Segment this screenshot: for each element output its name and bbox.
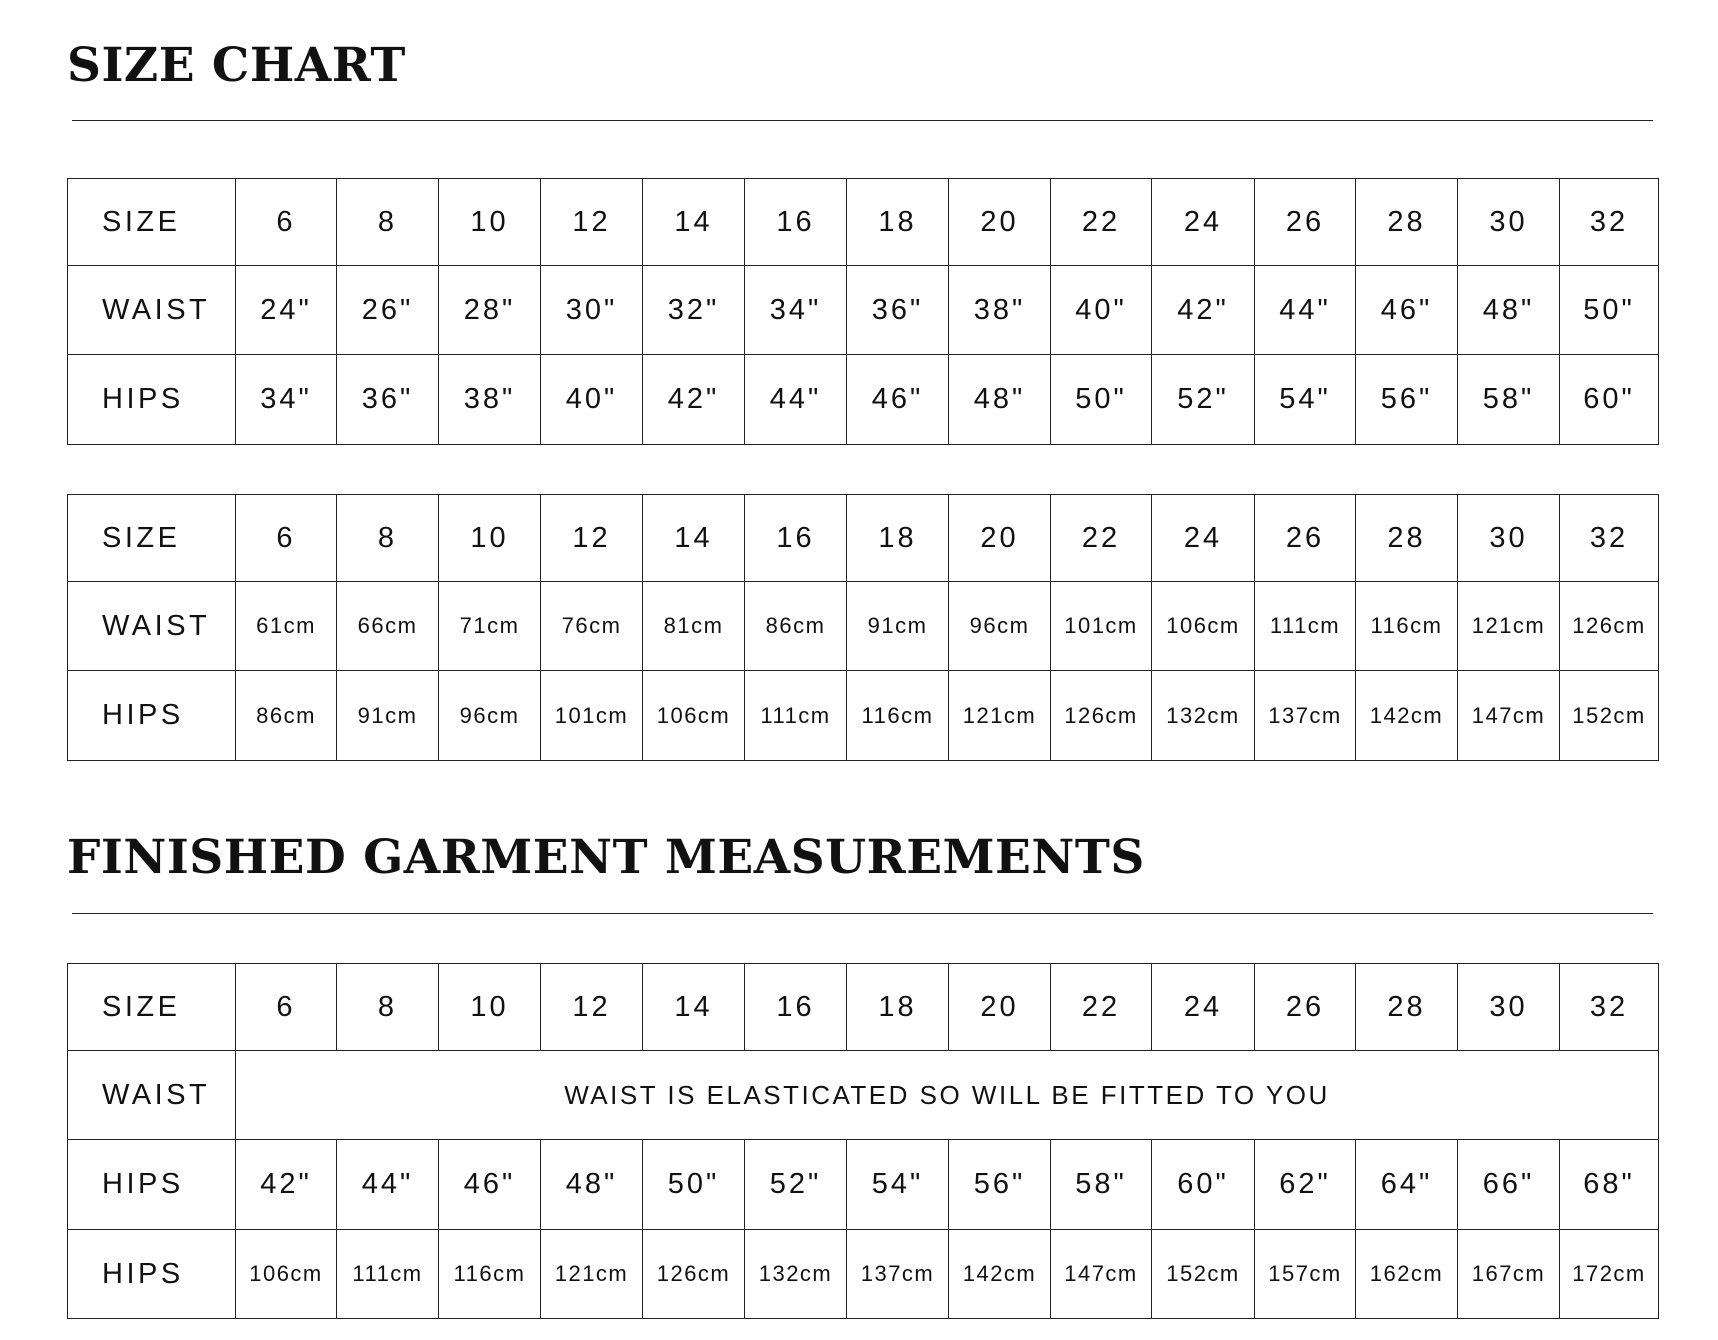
hips-label: HIPS	[68, 1230, 236, 1319]
value-cell: 116cm	[439, 1230, 541, 1319]
value-cell: 16	[745, 179, 847, 266]
value-cell: 36"	[847, 266, 949, 355]
value-cell: 28	[1356, 495, 1458, 582]
hips-cm-row	[68, 1230, 1659, 1319]
value-cell: 58"	[1051, 1140, 1152, 1230]
waist-label: WAIST	[68, 1051, 236, 1140]
value-cell: 42"	[236, 1140, 337, 1230]
value-cell: 101cm	[541, 671, 643, 761]
value-cell: 44"	[1255, 266, 1356, 355]
value-cell: 68"	[1560, 1140, 1659, 1230]
value-cell: 44"	[337, 1140, 439, 1230]
waist-row	[68, 582, 1659, 671]
value-cell: 6	[236, 179, 337, 266]
value-cell: 38"	[949, 266, 1051, 355]
hips-label: HIPS	[68, 355, 236, 445]
value-cell: 76cm	[541, 582, 643, 671]
value-cell: 40"	[1051, 266, 1152, 355]
value-cell: 167cm	[1458, 1230, 1560, 1319]
value-cell: 28	[1356, 964, 1458, 1051]
value-cell: 172cm	[1560, 1230, 1659, 1319]
value-cell: 54"	[1255, 355, 1356, 445]
value-cell: 20	[949, 964, 1051, 1051]
value-cell: 42"	[643, 355, 745, 445]
value-cell: 116cm	[1356, 582, 1458, 671]
finished-garment-table	[67, 963, 1659, 1319]
value-cell: 116cm	[847, 671, 949, 761]
waist-row	[68, 1051, 1659, 1140]
value-cell: 86cm	[236, 671, 337, 761]
value-cell: 24"	[236, 266, 337, 355]
value-cell: 22	[1051, 179, 1152, 266]
value-cell: 46"	[847, 355, 949, 445]
value-cell: 71cm	[439, 582, 541, 671]
size-chart-title: SIZE CHART	[67, 38, 406, 93]
value-cell: 132cm	[745, 1230, 847, 1319]
value-cell: 121cm	[1458, 582, 1560, 671]
value-cell: 12	[541, 964, 643, 1051]
value-cell: 14	[643, 964, 745, 1051]
value-cell: 20	[949, 179, 1051, 266]
size-row	[68, 495, 1659, 582]
size-label: SIZE	[68, 964, 236, 1051]
title-divider	[72, 120, 1653, 121]
value-cell: 147cm	[1458, 671, 1560, 761]
value-cell: 48"	[949, 355, 1051, 445]
value-cell: 32	[1560, 495, 1659, 582]
value-cell: 6	[236, 495, 337, 582]
value-cell: 56"	[1356, 355, 1458, 445]
value-cell: 61cm	[236, 582, 337, 671]
value-cell: 60"	[1152, 1140, 1255, 1230]
value-cell: 121cm	[541, 1230, 643, 1319]
value-cell: 142cm	[1356, 671, 1458, 761]
value-cell: 52"	[1152, 355, 1255, 445]
value-cell: 10	[439, 495, 541, 582]
hips-label: HIPS	[68, 1140, 236, 1230]
value-cell: 137cm	[1255, 671, 1356, 761]
value-cell: 157cm	[1255, 1230, 1356, 1319]
value-cell: 26	[1255, 495, 1356, 582]
value-cell: 111cm	[1255, 582, 1356, 671]
value-cell: 18	[847, 495, 949, 582]
value-cell: 126cm	[1560, 582, 1659, 671]
hips-row	[68, 355, 1659, 445]
value-cell: 46"	[1356, 266, 1458, 355]
value-cell: 62"	[1255, 1140, 1356, 1230]
value-cell: 14	[643, 495, 745, 582]
value-cell: 147cm	[1051, 1230, 1152, 1319]
value-cell: 96cm	[439, 671, 541, 761]
title-divider	[72, 913, 1653, 914]
size-row	[68, 179, 1659, 266]
value-cell: 38"	[439, 355, 541, 445]
value-cell: 81cm	[643, 582, 745, 671]
value-cell: 91cm	[847, 582, 949, 671]
size-chart-cm-table	[67, 494, 1659, 761]
value-cell: 22	[1051, 495, 1152, 582]
value-cell: 46"	[439, 1140, 541, 1230]
value-cell: 54"	[847, 1140, 949, 1230]
value-cell: 152cm	[1560, 671, 1659, 761]
value-cell: 152cm	[1152, 1230, 1255, 1319]
value-cell: 12	[541, 179, 643, 266]
size-label: SIZE	[68, 495, 236, 582]
waist-note: WAIST IS ELASTICATED SO WILL BE FITTED TO YOU	[236, 1051, 1659, 1140]
value-cell: 12	[541, 495, 643, 582]
value-cell: 28"	[439, 266, 541, 355]
value-cell: 137cm	[847, 1230, 949, 1319]
value-cell: 91cm	[337, 671, 439, 761]
value-cell: 34"	[236, 355, 337, 445]
size-chart-inches-table	[67, 178, 1659, 445]
value-cell: 26	[1255, 964, 1356, 1051]
value-cell: 6	[236, 964, 337, 1051]
hips-label: HIPS	[68, 671, 236, 761]
value-cell: 106cm	[1152, 582, 1255, 671]
value-cell: 26"	[337, 266, 439, 355]
value-cell: 162cm	[1356, 1230, 1458, 1319]
value-cell: 86cm	[745, 582, 847, 671]
value-cell: 34"	[745, 266, 847, 355]
value-cell: 50"	[1560, 266, 1659, 355]
value-cell: 36"	[337, 355, 439, 445]
waist-label: WAIST	[68, 582, 236, 671]
value-cell: 52"	[745, 1140, 847, 1230]
value-cell: 22	[1051, 964, 1152, 1051]
value-cell: 16	[745, 495, 847, 582]
value-cell: 121cm	[949, 671, 1051, 761]
value-cell: 101cm	[1051, 582, 1152, 671]
value-cell: 48"	[541, 1140, 643, 1230]
value-cell: 30	[1458, 179, 1560, 266]
size-row	[68, 964, 1659, 1051]
value-cell: 56"	[949, 1140, 1051, 1230]
finished-garment-title: FINISHED GARMENT MEASUREMENTS	[67, 830, 1145, 885]
value-cell: 14	[643, 179, 745, 266]
value-cell: 10	[439, 179, 541, 266]
value-cell: 18	[847, 964, 949, 1051]
value-cell: 142cm	[949, 1230, 1051, 1319]
value-cell: 132cm	[1152, 671, 1255, 761]
value-cell: 58"	[1458, 355, 1560, 445]
value-cell: 66cm	[337, 582, 439, 671]
value-cell: 32	[1560, 964, 1659, 1051]
value-cell: 126cm	[643, 1230, 745, 1319]
size-label: SIZE	[68, 179, 236, 266]
value-cell: 111cm	[337, 1230, 439, 1319]
value-cell: 42"	[1152, 266, 1255, 355]
value-cell: 28	[1356, 179, 1458, 266]
value-cell: 20	[949, 495, 1051, 582]
value-cell: 126cm	[1051, 671, 1152, 761]
value-cell: 26	[1255, 179, 1356, 266]
value-cell: 30"	[541, 266, 643, 355]
hips-row	[68, 1140, 1659, 1230]
value-cell: 64"	[1356, 1140, 1458, 1230]
value-cell: 40"	[541, 355, 643, 445]
value-cell: 8	[337, 964, 439, 1051]
value-cell: 60"	[1560, 355, 1659, 445]
value-cell: 66"	[1458, 1140, 1560, 1230]
value-cell: 44"	[745, 355, 847, 445]
value-cell: 24	[1152, 179, 1255, 266]
value-cell: 50"	[1051, 355, 1152, 445]
value-cell: 48"	[1458, 266, 1560, 355]
value-cell: 32"	[643, 266, 745, 355]
value-cell: 111cm	[745, 671, 847, 761]
value-cell: 32	[1560, 179, 1659, 266]
value-cell: 24	[1152, 495, 1255, 582]
value-cell: 10	[439, 964, 541, 1051]
value-cell: 8	[337, 179, 439, 266]
value-cell: 18	[847, 179, 949, 266]
waist-label: WAIST	[68, 266, 236, 355]
value-cell: 24	[1152, 964, 1255, 1051]
value-cell: 106cm	[643, 671, 745, 761]
value-cell: 106cm	[236, 1230, 337, 1319]
value-cell: 30	[1458, 495, 1560, 582]
waist-row	[68, 266, 1659, 355]
value-cell: 96cm	[949, 582, 1051, 671]
value-cell: 16	[745, 964, 847, 1051]
value-cell: 30	[1458, 964, 1560, 1051]
value-cell: 50"	[643, 1140, 745, 1230]
value-cell: 8	[337, 495, 439, 582]
hips-row	[68, 671, 1659, 761]
